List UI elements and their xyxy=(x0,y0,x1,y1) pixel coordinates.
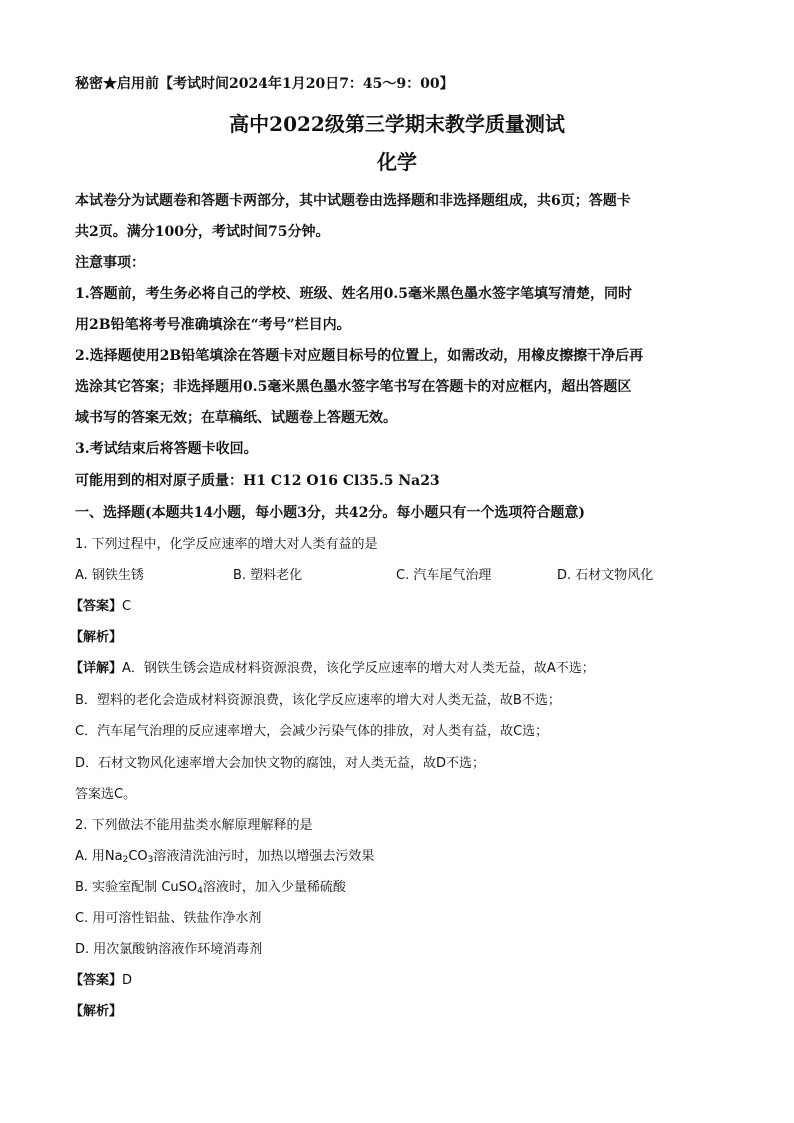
atomic-masses: 可能用到的相对原子质量：H1 C12 O16 Cl35.5 Na23 xyxy=(75,473,440,489)
intro-line-1: 本试卷分为试题卷和答题卡两部分，其中试题卷由选择题和非选择题组成，共6页；答题卡 xyxy=(75,193,631,209)
q2-option-b-pre: B. 实验室配制 CuSO xyxy=(75,880,198,895)
secret-notice: 秘密★启用前【考试时间2024年1月20日7：45～9：00】 xyxy=(75,76,454,92)
q1-conclusion: 答案选C。 xyxy=(75,787,137,802)
notice-3: 3.考试结束后将答题卡收回。 xyxy=(75,441,258,457)
q2-option-a-sub1: 2 xyxy=(122,855,129,865)
q1-stem: 1. 下列过程中，化学反应速率的增大对人类有益的是 xyxy=(75,537,378,552)
q2-answer: D xyxy=(122,973,133,988)
q1-detail-d: D．石材文物风化速率增大会加快文物的腐蚀，对人类无益，故D不选； xyxy=(75,756,486,771)
q1-option-c: C. 汽车尾气治理 xyxy=(396,568,492,583)
notice-2c: 域书写的答案无效；在草稿纸、试题卷上答题无效。 xyxy=(75,410,397,426)
q1-analysis-tag: 【解析】 xyxy=(70,630,123,645)
q2-answer-row xyxy=(70,972,132,990)
q1-option-d: D. 石材文物风化 xyxy=(557,568,654,583)
notice-1a: 1.答题前，考生务必将自己的学校、班级、姓名用0.5毫米黑色墨水签字笔填写清楚，同时 xyxy=(75,286,632,302)
q2-option-b-sub: 4 xyxy=(197,886,203,896)
intro-line-2: 共2页。满分100分，考试时间75分钟。 xyxy=(75,224,330,240)
q2-option-a xyxy=(75,848,374,866)
notice-2b: 选涂其它答案；非选择题用0.5毫米黑色墨水签字笔书写在答题卡的对应框内，超出答题区 xyxy=(75,379,632,395)
q1-answer-tag: 【答案】 xyxy=(70,599,123,614)
q1-answer-row xyxy=(70,598,131,616)
q2-analysis-tag: 【解析】 xyxy=(70,1004,123,1019)
q1-option-a: A. 钢铁生锈 xyxy=(75,568,144,583)
q1-detail-c: C．汽车尾气治理的反应速率增大，会减少污染气体的排放，对人类有益，故C选； xyxy=(75,724,549,739)
q2-option-b-post: 溶液时，加入少量稀硫酸 xyxy=(202,880,346,895)
section-1-heading: 一、选择题(本题共14小题，每小题3分，共42分。每小题只有一个选项符合题意) xyxy=(75,505,585,521)
q1-detail-b: B．塑料的老化会造成材料资源浪费，该化学反应速率的增大对人类无益，故B不选； xyxy=(75,693,561,708)
exam-title: 高中2022级第三学期末教学质量测试 xyxy=(229,112,565,136)
q1-detail-tag: 【详解】 xyxy=(70,661,123,676)
q2-answer-tag: 【答案】 xyxy=(70,973,123,988)
q1-detail-a-row xyxy=(70,660,595,678)
q2-stem: 2. 下列做法不能用盐类水解原理解释的是 xyxy=(75,818,313,833)
q1-answer: C xyxy=(122,599,132,614)
q2-option-b xyxy=(75,879,346,897)
q2-option-a-pre: A. 用Na xyxy=(75,849,123,864)
q2-option-d: D. 用次氯酸钠溶液作环境消毒剂 xyxy=(75,942,263,957)
notice-1b: 用2B铅笔将考号准确填涂在“考号”栏目内。 xyxy=(75,317,351,333)
q2-option-c: C. 用可溶性铝盐、铁盐作净水剂 xyxy=(75,911,262,926)
subject-title: 化学 xyxy=(377,150,417,174)
q1-option-b: B. 塑料老化 xyxy=(233,568,303,583)
q2-option-a-post: 溶液清洗油污时，加热以增强去污效果 xyxy=(153,849,375,864)
notice-2a: 2.选择题使用2B铅笔填涂在答题卡对应题目标号的位置上，如需改动，用橡皮擦擦干净后再 xyxy=(75,348,644,364)
notice-title: 注意事项： xyxy=(75,255,145,271)
q1-detail-a: A．钢铁生锈会造成材料资源浪费，该化学反应速率的增大对人类无益，故A不选； xyxy=(122,661,595,676)
q2-option-a-sub2: 3 xyxy=(147,855,154,865)
q2-option-a-mid: CO xyxy=(128,849,148,864)
